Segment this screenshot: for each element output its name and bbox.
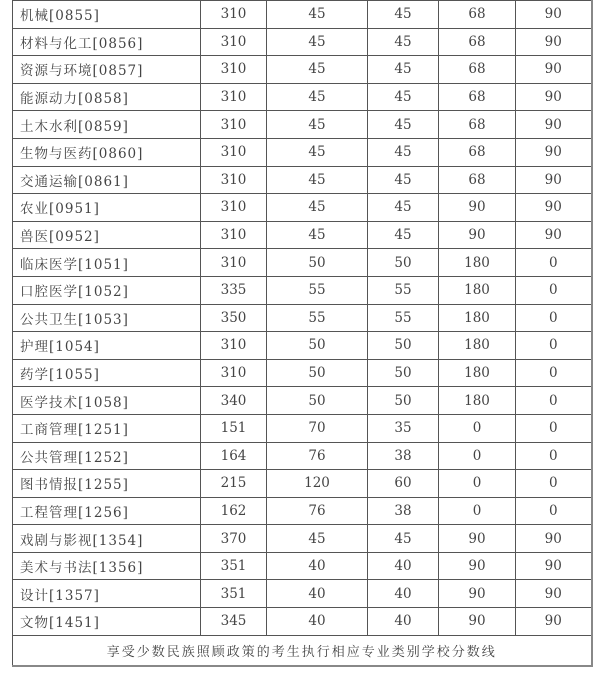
subject2-score-cell: 38 [368,497,439,525]
major-name-cell: 文物[1451] [13,608,201,636]
subject2-score-cell: 38 [368,442,439,470]
subject3-score-cell: 90 [439,221,516,249]
total-score-cell: 350 [201,304,267,332]
subject1-score-cell: 120 [267,470,368,498]
total-score-cell: 164 [201,442,267,470]
subject1-score-cell: 45 [267,138,368,166]
table-row [13,1,592,29]
subject3-score-cell: 68 [439,138,516,166]
table-row [13,608,592,636]
subject3-score-cell: 180 [439,332,516,360]
major-name-cell: 工程管理[1256] [13,497,201,525]
subject2-score-cell: 40 [368,580,439,608]
major-name-cell: 公共卫生[1053] [13,304,201,332]
total-score-cell: 345 [201,608,267,636]
subject2-score-cell: 45 [368,194,439,222]
subject4-score-cell: 0 [516,470,592,498]
table-row [13,56,592,84]
table-row [13,525,592,553]
major-name-cell: 药学[1055] [13,359,201,387]
subject1-score-cell: 45 [267,111,368,139]
major-name-cell: 能源动力[0858] [13,83,201,111]
subject1-score-cell: 76 [267,497,368,525]
subject2-score-cell: 50 [368,332,439,360]
subject4-score-cell: 0 [516,359,592,387]
subject2-score-cell: 45 [368,525,439,553]
total-score-cell: 310 [201,138,267,166]
total-score-cell: 310 [201,1,267,29]
major-name-cell: 医学技术[1058] [13,387,201,415]
subject4-score-cell: 90 [516,166,592,194]
subject4-score-cell: 0 [516,276,592,304]
subject4-score-cell: 90 [516,552,592,580]
subject1-score-cell: 76 [267,442,368,470]
total-score-cell: 351 [201,580,267,608]
subject2-score-cell: 45 [368,83,439,111]
table-row [13,304,592,332]
subject1-score-cell: 40 [267,580,368,608]
total-score-cell: 215 [201,470,267,498]
major-name-cell: 美术与书法[1356] [13,552,201,580]
subject3-score-cell: 180 [439,387,516,415]
major-name-cell: 临床医学[1051] [13,249,201,277]
major-name-cell: 生物与医药[0860] [13,138,201,166]
subject2-score-cell: 50 [368,387,439,415]
subject4-score-cell: 90 [516,194,592,222]
subject4-score-cell: 0 [516,304,592,332]
total-score-cell: 310 [201,221,267,249]
subject2-score-cell: 45 [368,111,439,139]
subject3-score-cell: 90 [439,608,516,636]
major-name-cell: 资源与环境[0857] [13,56,201,84]
table-row [13,138,592,166]
subject4-score-cell: 0 [516,497,592,525]
major-name-cell: 口腔医学[1052] [13,276,201,304]
major-name-cell: 设计[1357] [13,580,201,608]
subject2-score-cell: 45 [368,166,439,194]
subject4-score-cell: 90 [516,56,592,84]
subject1-score-cell: 55 [267,304,368,332]
major-name-cell: 农业[0951] [13,194,201,222]
subject1-score-cell: 45 [267,194,368,222]
subject3-score-cell: 0 [439,414,516,442]
subject1-score-cell: 50 [267,359,368,387]
subject3-score-cell: 180 [439,276,516,304]
subject4-score-cell: 90 [516,138,592,166]
major-name-cell: 护理[1054] [13,332,201,360]
total-score-cell: 310 [201,83,267,111]
total-score-cell: 310 [201,28,267,56]
subject3-score-cell: 68 [439,111,516,139]
table-row [13,166,592,194]
table-row [13,221,592,249]
subject1-score-cell: 55 [267,276,368,304]
table-row [13,470,592,498]
table-row [13,442,592,470]
total-score-cell: 310 [201,166,267,194]
table-row [13,83,592,111]
total-score-cell: 370 [201,525,267,553]
total-score-cell: 310 [201,332,267,360]
score-table [12,0,593,667]
subject2-score-cell: 40 [368,552,439,580]
table-row [13,387,592,415]
subject3-score-cell: 68 [439,166,516,194]
subject2-score-cell: 45 [368,1,439,29]
total-score-cell: 310 [201,56,267,84]
subject3-score-cell: 68 [439,83,516,111]
subject2-score-cell: 45 [368,221,439,249]
table-row [13,580,592,608]
total-score-cell: 310 [201,194,267,222]
table-row [13,276,592,304]
footer-note: 享受少数民族照顾政策的考生执行相应专业类别学校分数线 [13,635,592,666]
major-name-cell: 戏剧与影视[1354] [13,525,201,553]
subject1-score-cell: 45 [267,83,368,111]
subject1-score-cell: 70 [267,414,368,442]
total-score-cell: 340 [201,387,267,415]
subject2-score-cell: 50 [368,249,439,277]
total-score-cell: 335 [201,276,267,304]
subject4-score-cell: 0 [516,442,592,470]
major-name-cell: 机械[0855] [13,1,201,29]
subject3-score-cell: 68 [439,1,516,29]
subject4-score-cell: 90 [516,28,592,56]
subject4-score-cell: 90 [516,221,592,249]
major-name-cell: 图书情报[1255] [13,470,201,498]
subject4-score-cell: 90 [516,525,592,553]
total-score-cell: 310 [201,249,267,277]
subject3-score-cell: 90 [439,525,516,553]
total-score-cell: 151 [201,414,267,442]
subject2-score-cell: 50 [368,359,439,387]
subject3-score-cell: 90 [439,580,516,608]
subject3-score-cell: 180 [439,249,516,277]
subject1-score-cell: 40 [267,552,368,580]
table-row [13,111,592,139]
subject4-score-cell: 90 [516,111,592,139]
subject3-score-cell: 0 [439,497,516,525]
major-name-cell: 公共管理[1252] [13,442,201,470]
subject3-score-cell: 68 [439,28,516,56]
subject4-score-cell: 0 [516,387,592,415]
subject3-score-cell: 0 [439,470,516,498]
subject2-score-cell: 45 [368,56,439,84]
table-row [13,359,592,387]
subject2-score-cell: 45 [368,138,439,166]
subject3-score-cell: 180 [439,359,516,387]
subject2-score-cell: 45 [368,28,439,56]
subject4-score-cell: 90 [516,608,592,636]
table-row [13,497,592,525]
subject4-score-cell: 90 [516,580,592,608]
subject3-score-cell: 68 [439,56,516,84]
subject3-score-cell: 0 [439,442,516,470]
subject1-score-cell: 50 [267,387,368,415]
table-row [13,194,592,222]
subject1-score-cell: 45 [267,221,368,249]
major-name-cell: 土木水利[0859] [13,111,201,139]
subject1-score-cell: 50 [267,332,368,360]
total-score-cell: 310 [201,359,267,387]
score-table-body [13,1,592,636]
table-row [13,332,592,360]
table-row [13,414,592,442]
major-name-cell: 材料与化工[0856] [13,28,201,56]
subject1-score-cell: 45 [267,525,368,553]
subject1-score-cell: 45 [267,1,368,29]
subject4-score-cell: 0 [516,414,592,442]
subject2-score-cell: 55 [368,304,439,332]
subject4-score-cell: 90 [516,83,592,111]
subject1-score-cell: 50 [267,249,368,277]
subject2-score-cell: 60 [368,470,439,498]
major-name-cell: 交通运输[0861] [13,166,201,194]
total-score-cell: 162 [201,497,267,525]
subject3-score-cell: 90 [439,552,516,580]
table-row [13,249,592,277]
subject2-score-cell: 35 [368,414,439,442]
subject4-score-cell: 90 [516,1,592,29]
subject2-score-cell: 40 [368,608,439,636]
subject1-score-cell: 45 [267,166,368,194]
subject4-score-cell: 0 [516,332,592,360]
subject1-score-cell: 45 [267,56,368,84]
major-name-cell: 工商管理[1251] [13,414,201,442]
major-name-cell: 兽医[0952] [13,221,201,249]
table-row [13,552,592,580]
table-row [13,28,592,56]
subject1-score-cell: 40 [267,608,368,636]
subject1-score-cell: 45 [267,28,368,56]
subject2-score-cell: 55 [368,276,439,304]
subject4-score-cell: 0 [516,249,592,277]
footer-row [13,635,592,666]
subject3-score-cell: 90 [439,194,516,222]
total-score-cell: 310 [201,111,267,139]
total-score-cell: 351 [201,552,267,580]
subject3-score-cell: 180 [439,304,516,332]
